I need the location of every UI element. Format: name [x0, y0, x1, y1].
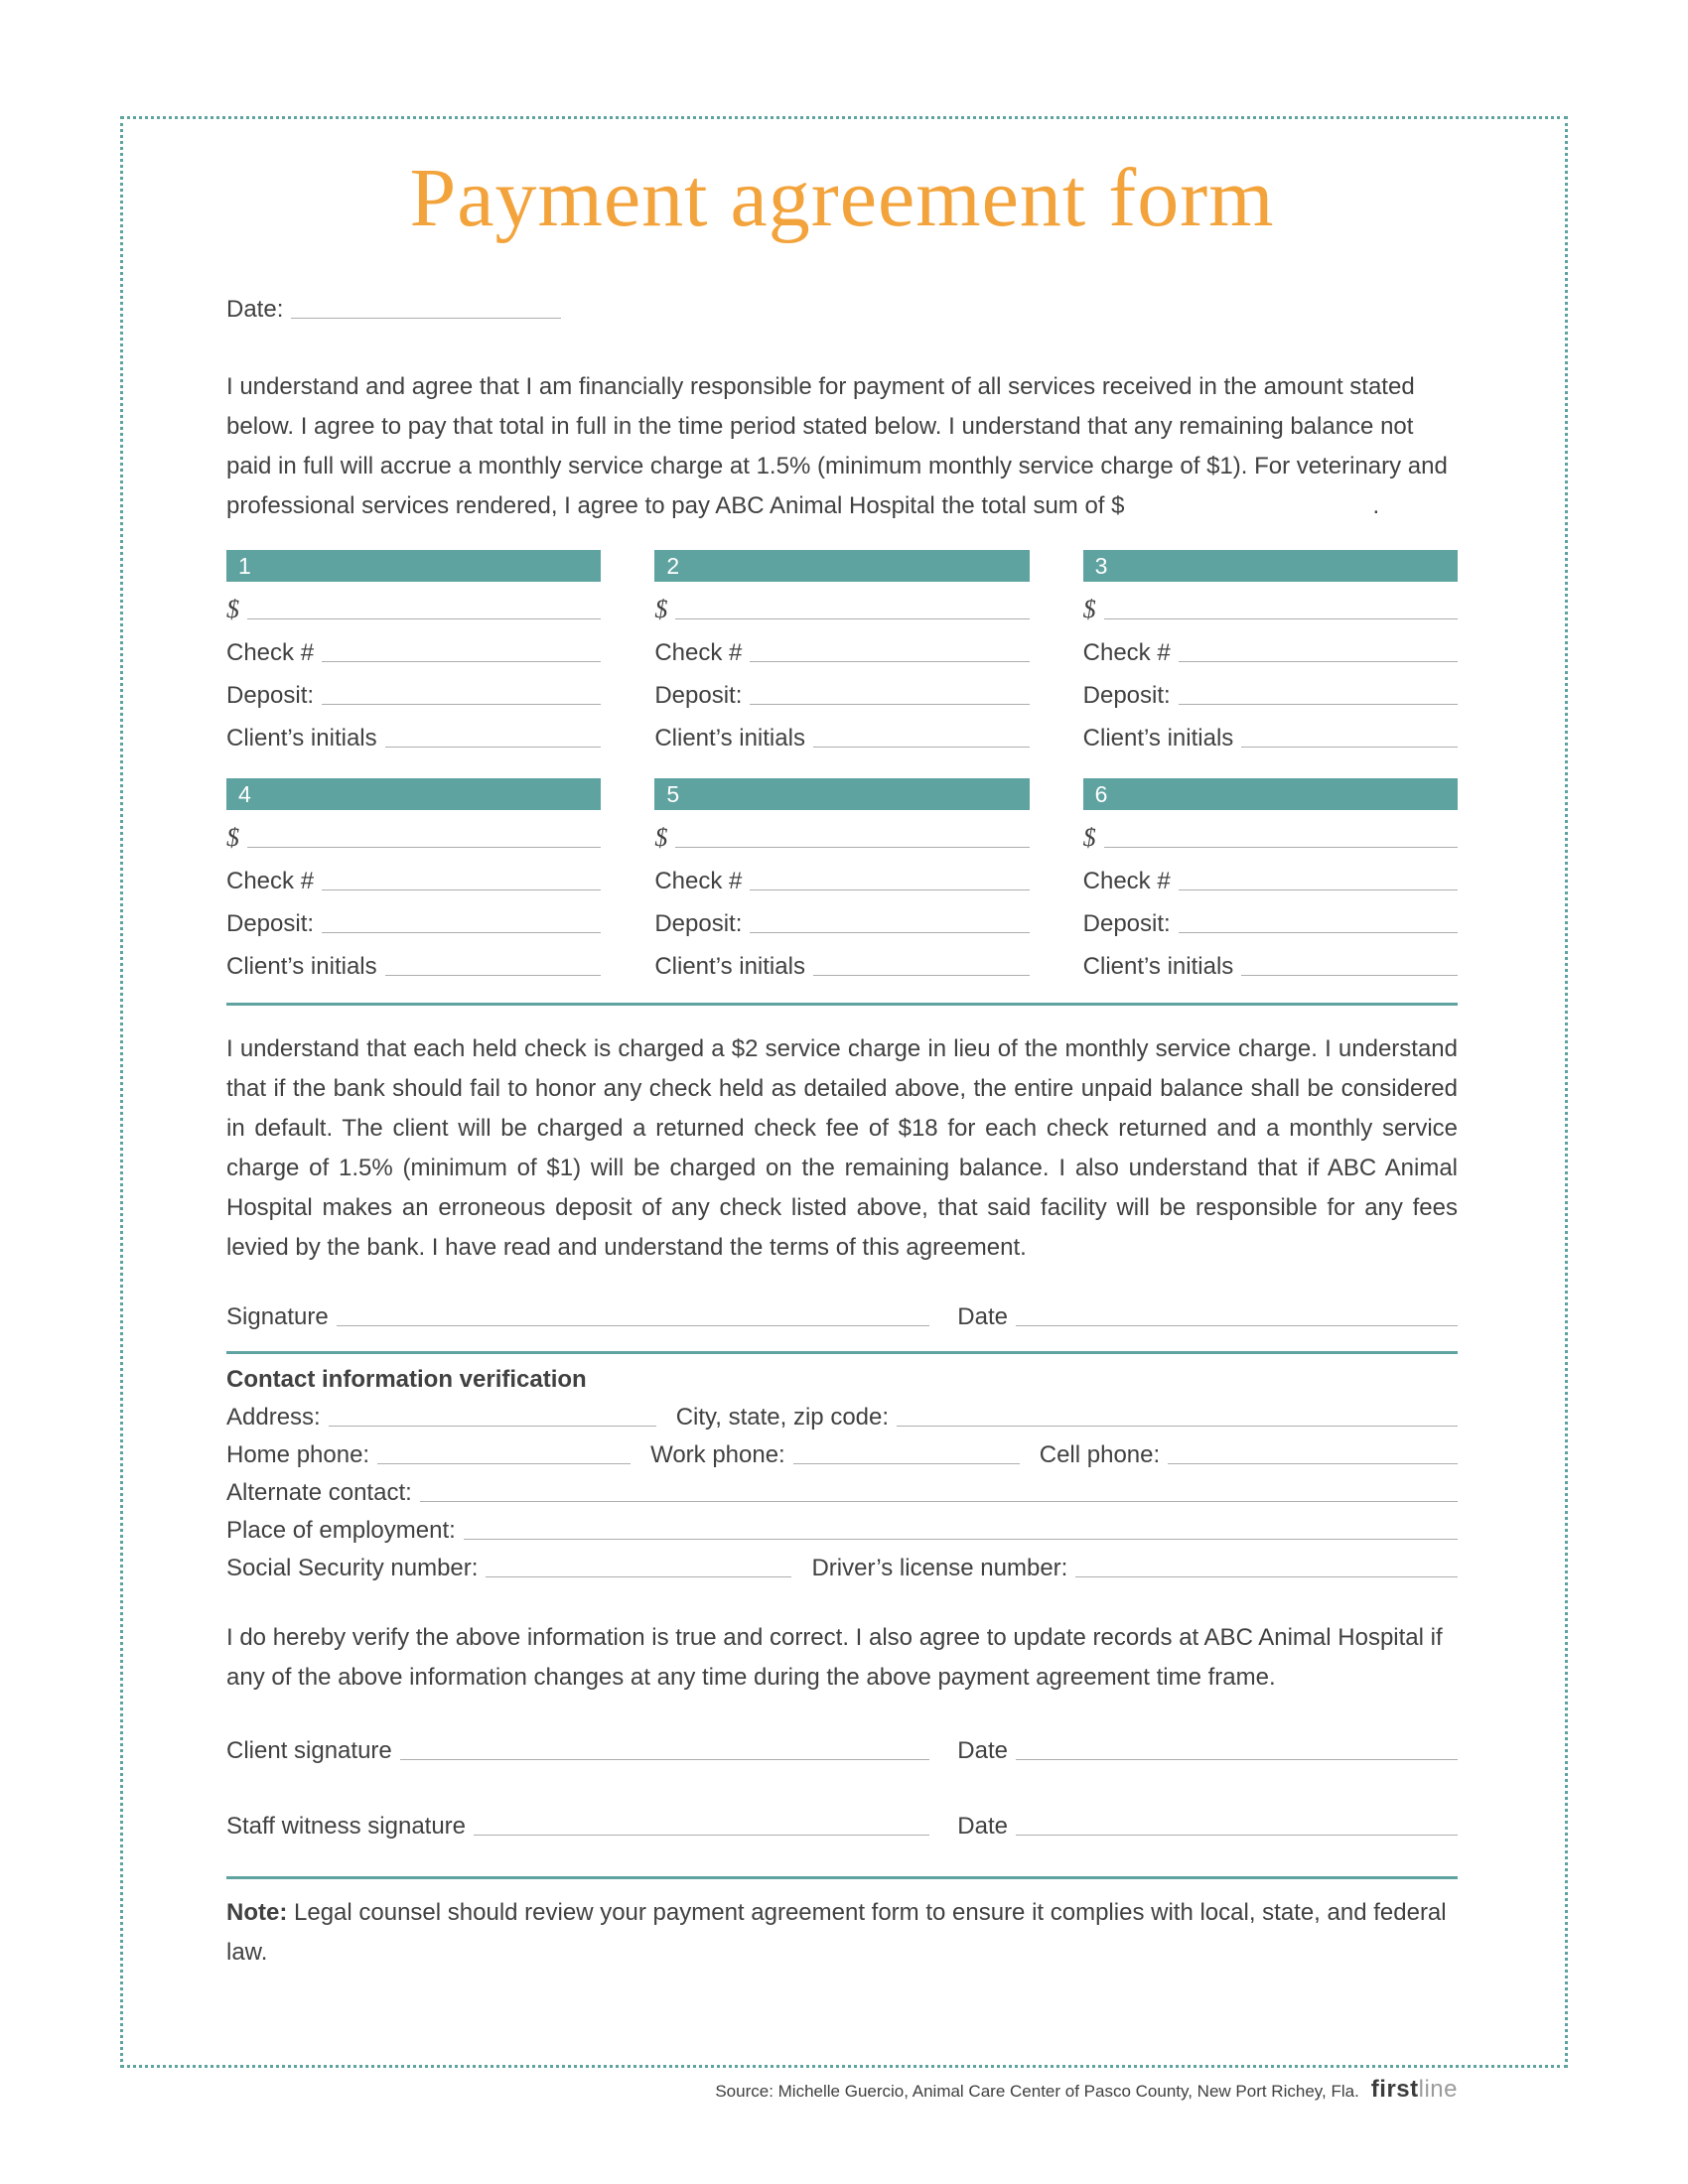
initials-row	[226, 938, 601, 981]
note-text: Legal counsel should review your payment agreement form to ensure it complies with local, state, and federal law.	[226, 1899, 1447, 1966]
payment-6-initials-line[interactable]	[1241, 975, 1458, 976]
date-label: Date	[957, 1737, 1008, 1764]
amount-row	[654, 810, 1029, 853]
employment-row	[226, 1507, 1458, 1545]
signature-label: Signature	[226, 1303, 329, 1330]
initials-row	[654, 710, 1029, 752]
payment-2-check-line[interactable]	[750, 661, 1029, 662]
signature-line[interactable]	[337, 1325, 930, 1326]
deposit-row	[226, 667, 601, 710]
payment-4-amount-line[interactable]	[247, 847, 601, 848]
amount-row	[1083, 582, 1458, 624]
alternate-contact-row	[226, 1469, 1458, 1507]
cell-phone-line[interactable]	[1168, 1463, 1458, 1464]
work-phone-label: Work phone:	[650, 1441, 785, 1468]
payment-block-1-number: 1	[226, 550, 601, 582]
amount-row	[226, 582, 601, 624]
address-row	[226, 1394, 1458, 1432]
payment-2-initials-line[interactable]	[813, 747, 1030, 748]
deposit-row	[654, 667, 1029, 710]
staff-witness-signature-line[interactable]	[474, 1835, 929, 1836]
home-phone-line[interactable]	[377, 1463, 631, 1464]
payment-1-initials-line[interactable]	[385, 747, 602, 748]
payment-3-initials-line[interactable]	[1241, 747, 1458, 748]
date-label: Date:	[226, 296, 284, 323]
payment-block-4	[226, 778, 601, 981]
date-label: Date	[957, 1813, 1008, 1840]
amount-label: $	[654, 595, 668, 623]
staff-witness-date-line[interactable]	[1016, 1835, 1458, 1836]
client-initials-label: Client’s initials	[1082, 953, 1234, 980]
deposit-label: Deposit:	[226, 682, 315, 709]
payment-block-6-number: 6	[1083, 778, 1458, 810]
payment-block-4-number: 4	[226, 778, 601, 810]
check-row	[1083, 624, 1458, 667]
payment-block-5-number: 5	[654, 778, 1029, 810]
amount-label: $	[226, 823, 239, 852]
initials-row	[1083, 710, 1458, 752]
staff-witness-signature-row	[226, 1805, 1458, 1841]
deposit-label: Deposit:	[654, 910, 743, 937]
payment-6-check-line[interactable]	[1179, 889, 1458, 890]
work-phone-line[interactable]	[793, 1463, 1020, 1464]
city-state-zip-label: City, state, zip code:	[675, 1404, 890, 1431]
amount-row	[1083, 810, 1458, 853]
address-line[interactable]	[329, 1426, 656, 1427]
amount-row	[226, 810, 601, 853]
ssn-line[interactable]	[486, 1576, 791, 1577]
client-signature-line[interactable]	[400, 1759, 930, 1760]
date-row	[226, 290, 1458, 324]
deposit-row	[226, 895, 601, 938]
client-initials-label: Client’s initials	[226, 953, 377, 980]
payment-block-5	[654, 778, 1029, 981]
deposit-label: Deposit:	[1082, 682, 1171, 709]
home-phone-label: Home phone:	[226, 1441, 370, 1468]
address-label: Address:	[226, 1404, 321, 1431]
intro-text: I understand and agree that I am financially responsible for payment of all services received in the amount stated below. I agree to pay that total in full in the time period stated below. I understand that any remaining balance not paid in full will accrue a monthly service charge at 1.5% (minimum monthly service charge of $1). For veterinary and professional services rendered, I agree to pay ABC Animal Hospital the total sum of $	[226, 373, 1448, 519]
intro-paragraph	[226, 367, 1458, 526]
alternate-contact-label: Alternate contact:	[226, 1479, 412, 1506]
payment-2-deposit-line[interactable]	[750, 704, 1029, 705]
drivers-license-label: Driver’s license number:	[811, 1555, 1068, 1581]
client-initials-label: Client’s initials	[226, 725, 377, 751]
initials-row	[1083, 938, 1458, 981]
payment-block-3	[1083, 550, 1458, 752]
page-title: Payment agreement form	[409, 152, 1275, 244]
deposit-row	[1083, 667, 1458, 710]
payment-1-amount-line[interactable]	[247, 618, 601, 619]
employment-line[interactable]	[464, 1539, 1458, 1540]
payment-2-amount-line[interactable]	[675, 618, 1029, 619]
date-input-line[interactable]	[291, 318, 561, 319]
check-number-label: Check #	[1082, 868, 1171, 894]
check-number-label: Check #	[226, 868, 315, 894]
drivers-license-line[interactable]	[1075, 1576, 1458, 1577]
payment-4-initials-line[interactable]	[385, 975, 602, 976]
check-row	[654, 853, 1029, 895]
check-number-label: Check #	[1082, 639, 1171, 666]
ssn-label: Social Security number:	[226, 1555, 479, 1581]
deposit-row	[1083, 895, 1458, 938]
section-divider	[226, 1003, 1458, 1006]
signature-date-line[interactable]	[1016, 1325, 1458, 1326]
signature-row	[226, 1296, 1458, 1331]
check-row	[654, 624, 1029, 667]
payment-5-check-line[interactable]	[750, 889, 1029, 890]
cell-phone-label: Cell phone:	[1039, 1441, 1161, 1468]
amount-row	[654, 582, 1029, 624]
client-signature-label: Client signature	[226, 1737, 392, 1764]
payment-block-2	[654, 550, 1029, 752]
phones-row	[226, 1432, 1458, 1469]
deposit-row	[654, 895, 1029, 938]
payment-block-3-number: 3	[1083, 550, 1458, 582]
deposit-label: Deposit:	[654, 682, 743, 709]
payment-6-deposit-line[interactable]	[1179, 932, 1458, 933]
amount-label: $	[1082, 595, 1096, 623]
payment-block-6	[1083, 778, 1458, 981]
source-credit: Source: Michelle Guercio, Animal Care Center of Pasco County, New Port Richey, Fla.	[715, 2082, 1359, 2101]
payment-1-deposit-line[interactable]	[322, 704, 601, 705]
held-check-terms-paragraph: I understand that each held check is charged a $2 service charge in lieu of the monthly service charge. I understand that if the bank should fail to honor any check held as detailed above, the entire unpaid balance shall be considered in default. The client will be charged a returned check fee of $18 for each check returned and a monthly service charge of 1.5% (minimum of $1) will be charged on the remaining balance. I also understand that if ABC Animal Hospital makes an erroneous deposit of any check listed above, that said facility will be responsible for any fees levied by the bank. I have read and understand the terms of this agreement.	[226, 1035, 1458, 1261]
amount-label: $	[654, 823, 668, 852]
payment-4-check-line[interactable]	[322, 889, 601, 890]
client-initials-label: Client’s initials	[654, 953, 805, 980]
check-row	[1083, 853, 1458, 895]
deposit-label: Deposit:	[226, 910, 315, 937]
amount-label: $	[226, 595, 239, 623]
date-label: Date	[957, 1303, 1008, 1330]
client-signature-date-line[interactable]	[1016, 1759, 1458, 1760]
section-divider	[226, 1351, 1458, 1354]
firstline-logo	[1371, 2076, 1458, 2104]
contact-section-heading: Contact information verification	[226, 1366, 587, 1393]
payment-4-deposit-line[interactable]	[322, 932, 601, 933]
staff-witness-signature-label: Staff witness signature	[226, 1813, 467, 1840]
firstline-logo-first: first	[1370, 2076, 1419, 2103]
alternate-contact-line[interactable]	[420, 1501, 1458, 1502]
city-state-zip-line[interactable]	[897, 1426, 1458, 1427]
check-row	[226, 624, 601, 667]
check-row	[226, 853, 601, 895]
payment-schedule-grid	[226, 550, 1458, 981]
payment-6-amount-line[interactable]	[1104, 847, 1458, 848]
form-content	[226, 116, 1458, 2104]
payment-3-check-line[interactable]	[1179, 661, 1458, 662]
amount-label: $	[1082, 823, 1096, 852]
section-divider	[226, 1876, 1458, 1879]
verification-paragraph: I do hereby verify the above information is true and correct. I also agree to update records at ABC Animal Hospital if any of the above information changes at any time during the above payment agreement time frame.	[226, 1624, 1443, 1691]
check-number-label: Check #	[654, 868, 743, 894]
legal-note	[226, 1893, 1458, 1973]
payment-block-2-number: 2	[654, 550, 1029, 582]
note-label: Note:	[226, 1899, 288, 1926]
client-signature-row	[226, 1729, 1458, 1765]
deposit-label: Deposit:	[1082, 910, 1171, 937]
payment-5-initials-line[interactable]	[813, 975, 1030, 976]
page-footer	[226, 2076, 1458, 2104]
initials-row	[654, 938, 1029, 981]
payment-3-deposit-line[interactable]	[1179, 704, 1458, 705]
check-number-label: Check #	[226, 639, 315, 666]
client-initials-label: Client’s initials	[654, 725, 805, 751]
intro-period: .	[1372, 492, 1380, 519]
payment-block-1	[226, 550, 601, 752]
firstline-logo-line: line	[1418, 2076, 1458, 2103]
client-initials-label: Client’s initials	[1082, 725, 1234, 751]
initials-row	[226, 710, 601, 752]
employment-label: Place of employment:	[226, 1517, 456, 1544]
payment-1-check-line[interactable]	[322, 661, 601, 662]
payment-5-deposit-line[interactable]	[750, 932, 1029, 933]
payment-5-amount-line[interactable]	[675, 847, 1029, 848]
check-number-label: Check #	[654, 639, 743, 666]
ssn-license-row	[226, 1545, 1458, 1582]
payment-3-amount-line[interactable]	[1104, 618, 1458, 619]
